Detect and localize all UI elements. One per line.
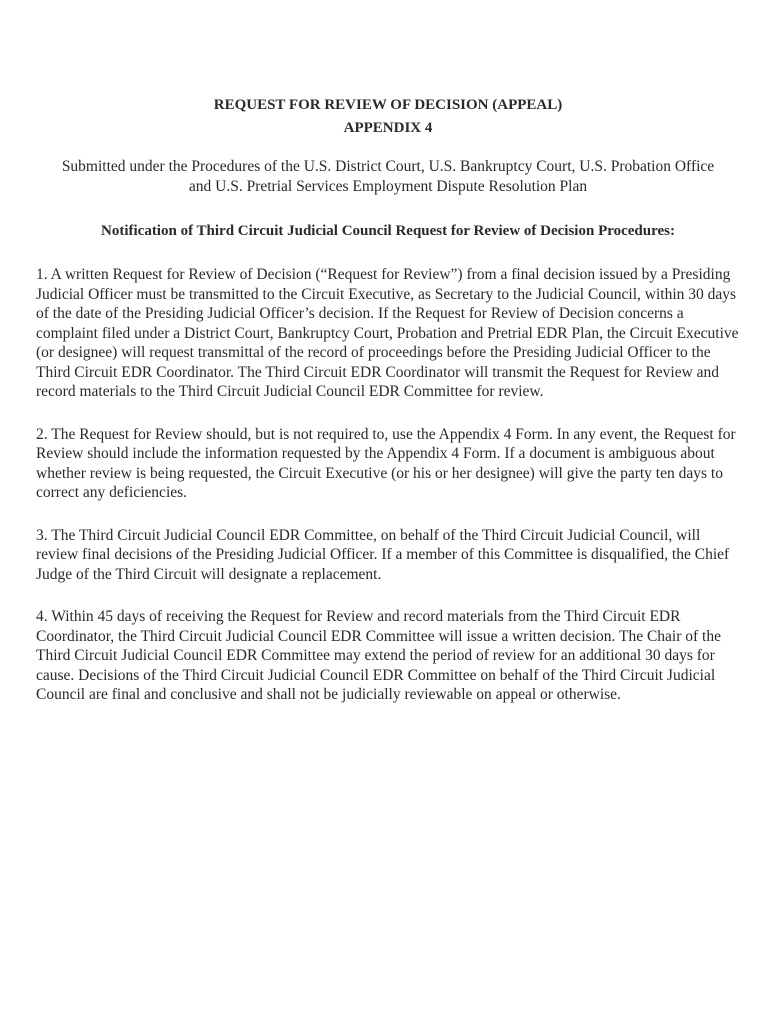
document-title: REQUEST FOR REVIEW OF DECISION (APPEAL) [213, 97, 563, 113]
submitted-under-text [36, 157, 740, 197]
paragraph-1: 1. A written Request for Review of Decision (“Request for Review”) from a final decision issued by a Presiding Judicial Officer must be transmitted to the Circuit Executive, as Secretary to the Judicial Council, within 30 days of the date of the Presiding Judicial Officer’s decision. If the Request for Review of Decision concerns a complaint filed under a District Court, Bankruptcy Court, Probation and Pretrial EDR Plan, the Circuit Executive (or designee) will request transmittal of the record of proceedings before the Presiding Judicial Officer to the Third Circuit EDR Coordinator. The Third Circuit EDR Coordinator will transmit the Request for Review and record materials to the Third Circuit Judicial Council EDR Committee for review. [36, 266, 739, 400]
submitted-line-2: and U.S. Pretrial Services Employment Dispute Resolution Plan [188, 178, 588, 195]
submitted-line-1: Submitted under the Procedures of the U.S. District Court, U.S. Bankruptcy Court, U.S. Probation Office [61, 158, 715, 175]
paragraph-4: 4. Within 45 days of receiving the Request for Review and record materials from the Third Circuit EDR Coordinator, the Third Circuit Judicial Council EDR Committee will issue a written decision. The Chair of the Third Circuit Judicial Council EDR Committee may extend the period of review for an additional 30 days for cause. Decisions of the Third Circuit Judicial Council EDR Committee on behalf of the Third Circuit Judicial Council are final and conclusive and shall not be judicially reviewable on appeal or otherwise. [36, 608, 721, 703]
notification-heading: Notification of Third Circuit Judicial Council Request for Review of Decision Procedures: [101, 223, 675, 239]
paragraph-2: 2. The Request for Review should, but is not required to, use the Appendix 4 Form. In any event, the Request for Review should include the information requested by the Appendix 4 Form. If a document is ambiguous about whether review is being requested, the Circuit Executive (or his or her designee) will give the party ten days to correct any deficiencies. [36, 425, 736, 501]
appendix-title: APPENDIX 4 [343, 120, 433, 136]
paragraph-3: 3. The Third Circuit Judicial Council EDR Committee, on behalf of the Third Circuit Judicial Council, will review final decisions of the Presiding Judicial Officer. If a member of this Committee is disqualified, the Chief Judge of the Third Circuit will designate a replacement. [36, 526, 730, 583]
